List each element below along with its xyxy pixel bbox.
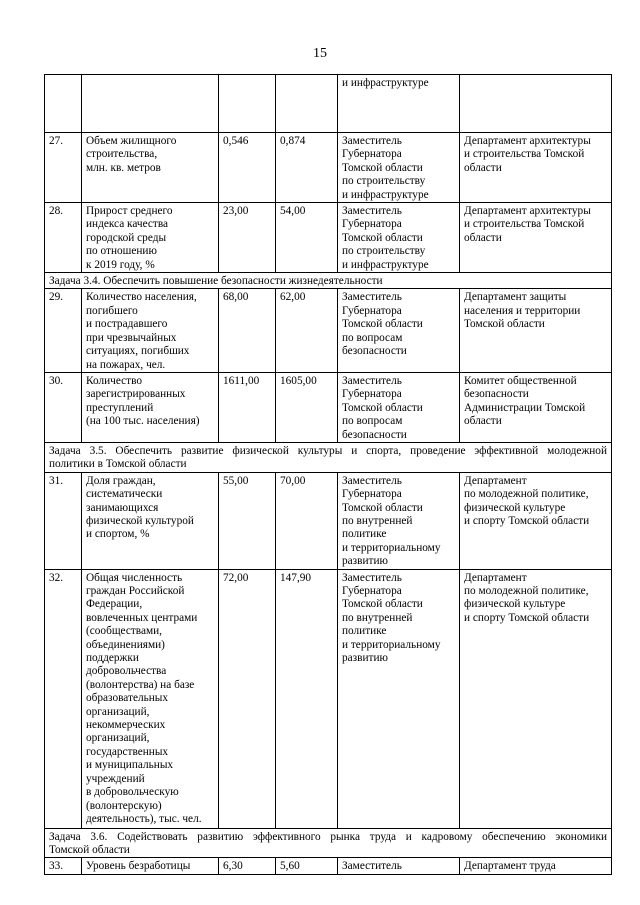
responsible-official-cell xyxy=(338,472,460,569)
responsible-official-line: и территориальному xyxy=(342,638,441,651)
responsible-official-line: Заместитель xyxy=(342,374,402,387)
task-row xyxy=(45,273,612,289)
responsible-official-line: развитию xyxy=(342,555,388,568)
responsible-official-line: Заместитель xyxy=(342,474,402,487)
task-heading-line: Задача 3.4. Обеспечить повышение безопасности жизнедеятельности xyxy=(49,275,383,288)
base-value-cell xyxy=(219,203,276,273)
target-value-text: 1605,00 xyxy=(280,374,317,387)
indicator-name-line: образовательных xyxy=(86,692,169,705)
indicator-name-line: преступлений xyxy=(86,401,154,414)
indicator-name-line: и спортом, % xyxy=(86,528,150,541)
table-row xyxy=(45,569,612,828)
indicator-name-line: некоммерческих xyxy=(86,719,166,732)
responsible-official-line: по строительству xyxy=(342,245,426,258)
responsible-official-cell xyxy=(338,289,460,372)
indicator-name-line: зарегистрированных xyxy=(86,388,186,401)
indicator-name-line: Федерации, xyxy=(86,598,143,611)
executor-line: Департамент архитектуры xyxy=(464,205,591,218)
task-heading-line: Задача 3.5. Обеспечить развитие физической культуры и спорта, проведение эффективной молодежной xyxy=(49,444,607,457)
responsible-official-line: по строительству xyxy=(342,175,426,188)
executor-line: Департамент xyxy=(464,474,527,487)
responsible-official-line: Томской области xyxy=(342,401,423,414)
indicator-name-line: физической культурой xyxy=(86,514,194,527)
indicator-name-cell xyxy=(82,472,219,569)
table-row xyxy=(45,289,612,372)
executor-line: Комитет общественной xyxy=(464,374,577,387)
executor-line: физической культуре xyxy=(464,598,566,611)
indicator-name-line: (сообществами, xyxy=(86,625,162,638)
executor-line: Департамент xyxy=(464,571,527,584)
responsible-official-cell xyxy=(338,133,460,203)
target-value-text: 62,00 xyxy=(280,291,306,304)
indicator-name-line: Уровень безработицы xyxy=(86,860,191,873)
target-value-text: 5,60 xyxy=(280,860,300,873)
base-value-cell xyxy=(219,372,276,442)
task-heading-line: Задача 3.6. Содействовать развитию эффективного рынка труда и кадровому обеспечению экономики xyxy=(49,830,607,843)
responsible-official-line: Томской области xyxy=(342,598,423,611)
indicator-name-line: и муниципальных xyxy=(86,759,174,772)
target-value-cell xyxy=(276,203,338,273)
table-row xyxy=(45,203,612,273)
executor-line: по молодежной политике, xyxy=(464,585,589,597)
row-number-text: 28. xyxy=(49,205,64,218)
responsible-official-line: по внутренней xyxy=(342,611,413,624)
executor-line: Администрации Томской xyxy=(464,401,586,414)
row-number-text: 31. xyxy=(49,474,64,487)
row-number-text: 27. xyxy=(49,135,64,147)
executor-line: Департамент архитектуры xyxy=(464,135,591,147)
responsible-official-line: Томской области xyxy=(342,161,423,174)
indicator-name-line: объединениями) xyxy=(86,638,165,651)
executor-cell xyxy=(460,133,612,203)
responsible-official-line: Томской области xyxy=(342,501,423,514)
indicator-name-cell xyxy=(82,75,219,133)
indicator-name-line: (волонтерства) на базе xyxy=(86,678,195,691)
base-value-cell xyxy=(219,569,276,828)
indicator-name-line: строительства, xyxy=(86,148,158,161)
indicator-name-line: организаций, xyxy=(86,732,150,745)
responsible-official-line: политике xyxy=(342,625,387,638)
row-number-cell xyxy=(45,203,82,273)
executor-line: и спорту Томской области xyxy=(464,611,590,624)
base-value-cell xyxy=(219,133,276,203)
executor-line: физической культуре xyxy=(464,501,566,514)
task-heading xyxy=(45,273,612,289)
indicators-table xyxy=(44,74,612,875)
target-value-cell xyxy=(276,289,338,372)
indicator-name-line: (на 100 тыс. населения) xyxy=(86,415,200,428)
row-number-text: 32. xyxy=(49,571,64,584)
table-row xyxy=(45,75,612,133)
base-value-text: 0,546 xyxy=(223,135,249,147)
indicator-name-line: (волонтерскую) xyxy=(86,799,162,812)
responsible-official-line: и инфраструктуре xyxy=(342,77,429,89)
responsible-official-line: Губернатора xyxy=(342,585,402,597)
target-value-cell xyxy=(276,75,338,133)
indicator-name-line: учреждений xyxy=(86,772,145,785)
responsible-official-line: безопасности xyxy=(342,345,407,358)
base-value-text: 55,00 xyxy=(223,474,249,487)
executor-line: области xyxy=(464,161,502,174)
responsible-official-line: Губернатора xyxy=(342,148,402,161)
executor-cell xyxy=(460,203,612,273)
executor-line: области xyxy=(464,231,502,244)
base-value-cell xyxy=(219,858,276,874)
target-value-text: 147,90 xyxy=(280,571,312,584)
executor-cell xyxy=(460,858,612,874)
target-value-cell xyxy=(276,133,338,203)
row-number-cell xyxy=(45,858,82,874)
indicator-name-line: при чрезвычайных xyxy=(86,331,177,344)
executor-line: по молодежной политике, xyxy=(464,488,589,501)
responsible-official-cell xyxy=(338,203,460,273)
indicator-name-line: поддержки xyxy=(86,652,139,665)
target-value-cell xyxy=(276,569,338,828)
indicator-name-cell xyxy=(82,289,219,372)
table-row xyxy=(45,133,612,203)
responsible-official-line: Губернатора xyxy=(342,218,402,231)
indicator-name-line: Объем жилищного xyxy=(86,135,177,147)
indicator-name-line: граждан Российской xyxy=(86,585,185,597)
task-heading xyxy=(45,442,612,472)
base-value-text: 1611,00 xyxy=(223,374,260,387)
indicator-name-line: вовлеченных центрами xyxy=(86,611,198,624)
row-number-cell xyxy=(45,289,82,372)
responsible-official-line: и инфраструктуре xyxy=(342,188,429,201)
responsible-official-line: по вопросам xyxy=(342,415,403,428)
executor-cell xyxy=(460,472,612,569)
row-number-cell xyxy=(45,133,82,203)
target-value-text: 70,00 xyxy=(280,474,306,487)
executor-line: области xyxy=(464,415,502,428)
responsible-official-line: безопасности xyxy=(342,428,407,441)
executor-line: и строительства Томской xyxy=(464,218,585,231)
responsible-official-line: и территориальному xyxy=(342,541,441,554)
target-value-text: 54,00 xyxy=(280,205,306,218)
responsible-official-cell xyxy=(338,372,460,442)
indicator-name-line: Количество xyxy=(86,374,142,387)
row-number-text: 30. xyxy=(49,374,64,387)
indicator-name-line: в добровольческую xyxy=(86,786,179,799)
task-heading-line: Томской области xyxy=(49,844,130,856)
indicator-name-line: городской среды xyxy=(86,231,167,244)
indicator-name-line: по отношению xyxy=(86,245,157,258)
responsible-official-line: Томской области xyxy=(342,318,423,331)
row-number-cell xyxy=(45,472,82,569)
executor-line: безопасности xyxy=(464,388,529,401)
executor-line: Департамент защиты xyxy=(464,291,567,304)
base-value-cell xyxy=(219,472,276,569)
indicator-name-line: Доля граждан, xyxy=(86,474,156,487)
indicator-name-line: млн. кв. метров xyxy=(86,161,161,174)
responsible-official-line: Губернатора xyxy=(342,488,402,501)
task-heading xyxy=(45,828,612,858)
task-heading-line: политики в Томской области xyxy=(49,458,187,471)
executor-cell xyxy=(460,75,612,133)
indicator-name-cell xyxy=(82,203,219,273)
responsible-official-line: Заместитель xyxy=(342,860,402,873)
indicators-table-body xyxy=(45,75,612,875)
target-value-cell xyxy=(276,858,338,874)
indicator-name-line: Количество населения, xyxy=(86,291,197,304)
responsible-official-line: и инфраструктуре xyxy=(342,258,429,271)
indicator-name-line: ситуациях, погибших xyxy=(86,345,190,358)
executor-line: Департамент труда xyxy=(464,860,556,873)
executor-cell xyxy=(460,569,612,828)
row-number-cell xyxy=(45,569,82,828)
page-number: 15 xyxy=(313,46,327,61)
executor-cell xyxy=(460,372,612,442)
responsible-official-line: Томской области xyxy=(342,231,423,244)
task-row xyxy=(45,828,612,858)
indicator-name-line: Прирост среднего xyxy=(86,205,173,218)
indicator-name-line: деятельность), тыс. чел. xyxy=(86,812,202,825)
base-value-cell xyxy=(219,75,276,133)
indicator-name-line: индекса качества xyxy=(86,218,169,231)
responsible-official-line: по внутренней xyxy=(342,514,413,527)
executor-line: населения и территории xyxy=(464,304,581,317)
indicator-name-line: к 2019 году, % xyxy=(86,258,155,271)
responsible-official-line: по вопросам xyxy=(342,331,403,344)
executor-cell xyxy=(460,289,612,372)
responsible-official-line: Заместитель xyxy=(342,205,402,218)
responsible-official-line: политике xyxy=(342,528,387,541)
responsible-official-line: Заместитель xyxy=(342,291,402,304)
indicator-name-line: организаций, xyxy=(86,705,150,718)
base-value-text: 23,00 xyxy=(223,205,249,218)
indicator-name-cell xyxy=(82,569,219,828)
table-row xyxy=(45,858,612,874)
indicator-name-line: на пожарах, чел. xyxy=(86,358,166,371)
base-value-text: 6,30 xyxy=(223,860,243,873)
responsible-official-line: Заместитель xyxy=(342,571,402,584)
row-number-cell xyxy=(45,75,82,133)
base-value-cell xyxy=(219,289,276,372)
indicator-name-cell xyxy=(82,133,219,203)
executor-line: Томской области xyxy=(464,318,545,331)
executor-line: и спорту Томской области xyxy=(464,514,590,527)
target-value-cell xyxy=(276,472,338,569)
indicator-name-line: погибшего xyxy=(86,304,138,317)
responsible-official-line: Губернатора xyxy=(342,388,402,401)
table-row xyxy=(45,472,612,569)
responsible-official-line: Заместитель xyxy=(342,135,402,147)
responsible-official-cell xyxy=(338,858,460,874)
indicator-name-line: Общая численность xyxy=(86,571,183,584)
responsible-official-cell xyxy=(338,569,460,828)
task-row xyxy=(45,442,612,472)
row-number-text: 33. xyxy=(49,860,64,873)
responsible-official-line: Губернатора xyxy=(342,304,402,317)
base-value-text: 68,00 xyxy=(223,291,249,304)
executor-line: и строительства Томской xyxy=(464,148,585,161)
table-row xyxy=(45,372,612,442)
indicator-name-line: и пострадавшего xyxy=(86,318,168,331)
row-number-text: 29. xyxy=(49,291,64,304)
indicator-name-line: занимающихся xyxy=(86,501,159,514)
row-number-cell xyxy=(45,372,82,442)
responsible-official-cell xyxy=(338,75,460,133)
indicator-name-line: систематически xyxy=(86,488,163,501)
target-value-cell xyxy=(276,372,338,442)
indicator-name-line: государственных xyxy=(86,745,169,758)
indicator-name-cell xyxy=(82,858,219,874)
indicator-name-cell xyxy=(82,372,219,442)
target-value-text: 0,874 xyxy=(280,135,306,147)
responsible-official-line: развитию xyxy=(342,652,388,665)
base-value-text: 72,00 xyxy=(223,571,249,584)
indicator-name-line: добровольчества xyxy=(86,665,167,678)
